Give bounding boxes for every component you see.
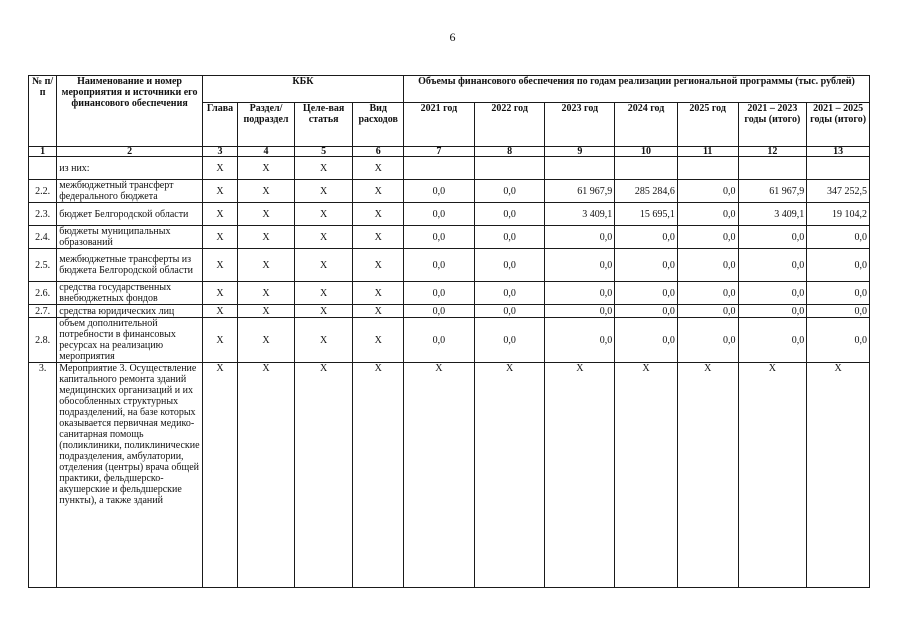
col-number: 6: [353, 147, 404, 157]
col-number: 9: [545, 147, 615, 157]
header-funding: Объемы финансового обеспечения по годам реализации региональной программы (тыс. рублей): [403, 76, 869, 103]
value-cell: 61 967,9: [738, 180, 807, 203]
kbk-cell: Х: [294, 305, 353, 318]
value-cell: Х: [807, 363, 870, 588]
value-cell: 0,0: [677, 203, 738, 226]
header-total-2021-2023: 2021 – 2023 годы (итого): [738, 103, 807, 147]
kbk-cell: Х: [294, 226, 353, 249]
value-cell: 0,0: [738, 318, 807, 363]
value-cell: [738, 157, 807, 180]
value-cell: 0,0: [615, 249, 678, 282]
value-cell: 0,0: [403, 305, 474, 318]
value-cell: 0,0: [677, 226, 738, 249]
kbk-cell: Х: [202, 180, 237, 203]
value-cell: 0,0: [677, 282, 738, 305]
kbk-cell: Х: [202, 318, 237, 363]
row-number: 3.: [29, 363, 57, 588]
value-cell: 0,0: [403, 318, 474, 363]
value-cell: 0,0: [474, 226, 545, 249]
row-name: бюджет Белгородской области: [57, 203, 203, 226]
kbk-cell: Х: [238, 157, 295, 180]
header-year-2021: 2021 год: [403, 103, 474, 147]
table-row: [29, 363, 870, 588]
value-cell: 0,0: [615, 226, 678, 249]
col-number: 7: [403, 147, 474, 157]
col-number: 3: [202, 147, 237, 157]
row-number: 2.8.: [29, 318, 57, 363]
value-cell: 285 284,6: [615, 180, 678, 203]
value-cell: 0,0: [403, 249, 474, 282]
header-kbk-statya: Целе-вая статья: [294, 103, 353, 147]
value-cell: 0,0: [474, 305, 545, 318]
row-number: 2.7.: [29, 305, 57, 318]
table-row: [29, 282, 870, 305]
column-number-row: [29, 147, 870, 157]
value-cell: [677, 157, 738, 180]
header-kbk: КБК: [202, 76, 403, 103]
value-cell: 0,0: [545, 305, 615, 318]
kbk-cell: Х: [202, 157, 237, 180]
kbk-cell: Х: [294, 318, 353, 363]
table-row: [29, 305, 870, 318]
kbk-cell: Х: [353, 203, 404, 226]
value-cell: 0,0: [677, 180, 738, 203]
value-cell: Х: [403, 363, 474, 588]
col-number: 11: [677, 147, 738, 157]
header-year-2022: 2022 год: [474, 103, 545, 147]
table-row: [29, 180, 870, 203]
value-cell: 0,0: [545, 249, 615, 282]
value-cell: 0,0: [738, 249, 807, 282]
row-number: 2.3.: [29, 203, 57, 226]
kbk-cell: Х: [353, 226, 404, 249]
table-row: [29, 157, 870, 180]
value-cell: Х: [474, 363, 545, 588]
value-cell: 0,0: [403, 203, 474, 226]
value-cell: 0,0: [474, 282, 545, 305]
kbk-cell: Х: [353, 318, 404, 363]
value-cell: Х: [545, 363, 615, 588]
kbk-cell: Х: [238, 203, 295, 226]
kbk-cell: Х: [238, 180, 295, 203]
value-cell: Х: [738, 363, 807, 588]
value-cell: 0,0: [807, 305, 870, 318]
col-number: 4: [238, 147, 295, 157]
col-number: 13: [807, 147, 870, 157]
kbk-cell: Х: [238, 318, 295, 363]
row-name: объем дополнительной потребности в финансовых ресурсах на реализацию мероприятия: [57, 318, 203, 363]
kbk-cell: Х: [353, 282, 404, 305]
row-number: 2.6.: [29, 282, 57, 305]
value-cell: 0,0: [677, 305, 738, 318]
row-name: средства юридических лиц: [57, 305, 203, 318]
value-cell: 0,0: [807, 226, 870, 249]
row-name: бюджеты муниципальных образований: [57, 226, 203, 249]
value-cell: 0,0: [403, 180, 474, 203]
table-row: [29, 249, 870, 282]
kbk-cell: Х: [202, 305, 237, 318]
value-cell: 0,0: [403, 282, 474, 305]
kbk-cell: Х: [353, 157, 404, 180]
col-number: 2: [57, 147, 203, 157]
col-number: 12: [738, 147, 807, 157]
row-number: 2.4.: [29, 226, 57, 249]
row-name: Мероприятие 3. Осуществление капитального ремонта зданий медицинских организаций и их обособленных структурных подразделений, на базе которых оказывается первичная медико-санитарная помощь (поликлиники, поликлинические подразделения, амбулатории, отделения (центры) врача общей практики, фельдшерско-акушерские и фельдшерские пункты), а также зданий: [57, 363, 203, 588]
kbk-cell: Х: [353, 180, 404, 203]
value-cell: 0,0: [738, 305, 807, 318]
kbk-cell: Х: [238, 282, 295, 305]
value-cell: 347 252,5: [807, 180, 870, 203]
row-name: из них:: [57, 157, 203, 180]
table-row: [29, 226, 870, 249]
kbk-cell: Х: [238, 363, 295, 588]
kbk-cell: Х: [238, 305, 295, 318]
value-cell: 0,0: [807, 249, 870, 282]
value-cell: 0,0: [615, 305, 678, 318]
kbk-cell: Х: [353, 305, 404, 318]
value-cell: 0,0: [545, 282, 615, 305]
value-cell: [545, 157, 615, 180]
row-name: межбюджетные трансферты из бюджета Белгородской области: [57, 249, 203, 282]
header-kbk-razdel: Раздел/ подраздел: [238, 103, 295, 147]
kbk-cell: Х: [202, 282, 237, 305]
value-cell: 0,0: [474, 249, 545, 282]
col-number: 8: [474, 147, 545, 157]
kbk-cell: Х: [294, 282, 353, 305]
header-kbk-vid: Вид расходов: [353, 103, 404, 147]
header-year-2023: 2023 год: [545, 103, 615, 147]
kbk-cell: Х: [294, 203, 353, 226]
value-cell: 0,0: [807, 318, 870, 363]
value-cell: 0,0: [474, 203, 545, 226]
header-total-2021-2025: 2021 – 2025 годы (итого): [807, 103, 870, 147]
value-cell: Х: [677, 363, 738, 588]
header-year-2024: 2024 год: [615, 103, 678, 147]
value-cell: 0,0: [677, 318, 738, 363]
value-cell: [807, 157, 870, 180]
header-year-2025: 2025 год: [677, 103, 738, 147]
value-cell: 0,0: [615, 282, 678, 305]
value-cell: 19 104,2: [807, 203, 870, 226]
kbk-cell: Х: [238, 226, 295, 249]
col-number: 1: [29, 147, 57, 157]
value-cell: 3 409,1: [545, 203, 615, 226]
row-name: средства государственных внебюджетных фондов: [57, 282, 203, 305]
kbk-cell: Х: [202, 249, 237, 282]
page-number: 6: [449, 30, 456, 44]
kbk-cell: Х: [353, 363, 404, 588]
header-num: № п/п: [29, 76, 57, 147]
table-row: [29, 203, 870, 226]
value-cell: 0,0: [677, 249, 738, 282]
value-cell: 0,0: [474, 180, 545, 203]
header-kbk-glava: Глава: [202, 103, 237, 147]
value-cell: 3 409,1: [738, 203, 807, 226]
value-cell: 61 967,9: [545, 180, 615, 203]
value-cell: 0,0: [738, 282, 807, 305]
kbk-cell: Х: [294, 363, 353, 588]
value-cell: 0,0: [474, 318, 545, 363]
value-cell: Х: [615, 363, 678, 588]
value-cell: 0,0: [807, 282, 870, 305]
kbk-cell: Х: [294, 249, 353, 282]
financing-table: [28, 75, 870, 588]
table-row: [29, 318, 870, 363]
kbk-cell: Х: [202, 203, 237, 226]
value-cell: [403, 157, 474, 180]
value-cell: 0,0: [403, 226, 474, 249]
value-cell: [615, 157, 678, 180]
kbk-cell: Х: [238, 249, 295, 282]
kbk-cell: Х: [202, 226, 237, 249]
col-number: 10: [615, 147, 678, 157]
value-cell: 0,0: [545, 226, 615, 249]
row-name: межбюджетный трансферт федерального бюджета: [57, 180, 203, 203]
row-number: 2.5.: [29, 249, 57, 282]
kbk-cell: Х: [294, 180, 353, 203]
value-cell: 15 695,1: [615, 203, 678, 226]
row-number: 2.2.: [29, 180, 57, 203]
kbk-cell: Х: [202, 363, 237, 588]
value-cell: 0,0: [545, 318, 615, 363]
kbk-cell: Х: [294, 157, 353, 180]
value-cell: 0,0: [615, 318, 678, 363]
value-cell: [474, 157, 545, 180]
header-name: Наименование и номер мероприятия и источники его финансового обеспечения: [57, 76, 203, 147]
kbk-cell: Х: [353, 249, 404, 282]
value-cell: 0,0: [738, 226, 807, 249]
col-number: 5: [294, 147, 353, 157]
row-number: [29, 157, 57, 180]
